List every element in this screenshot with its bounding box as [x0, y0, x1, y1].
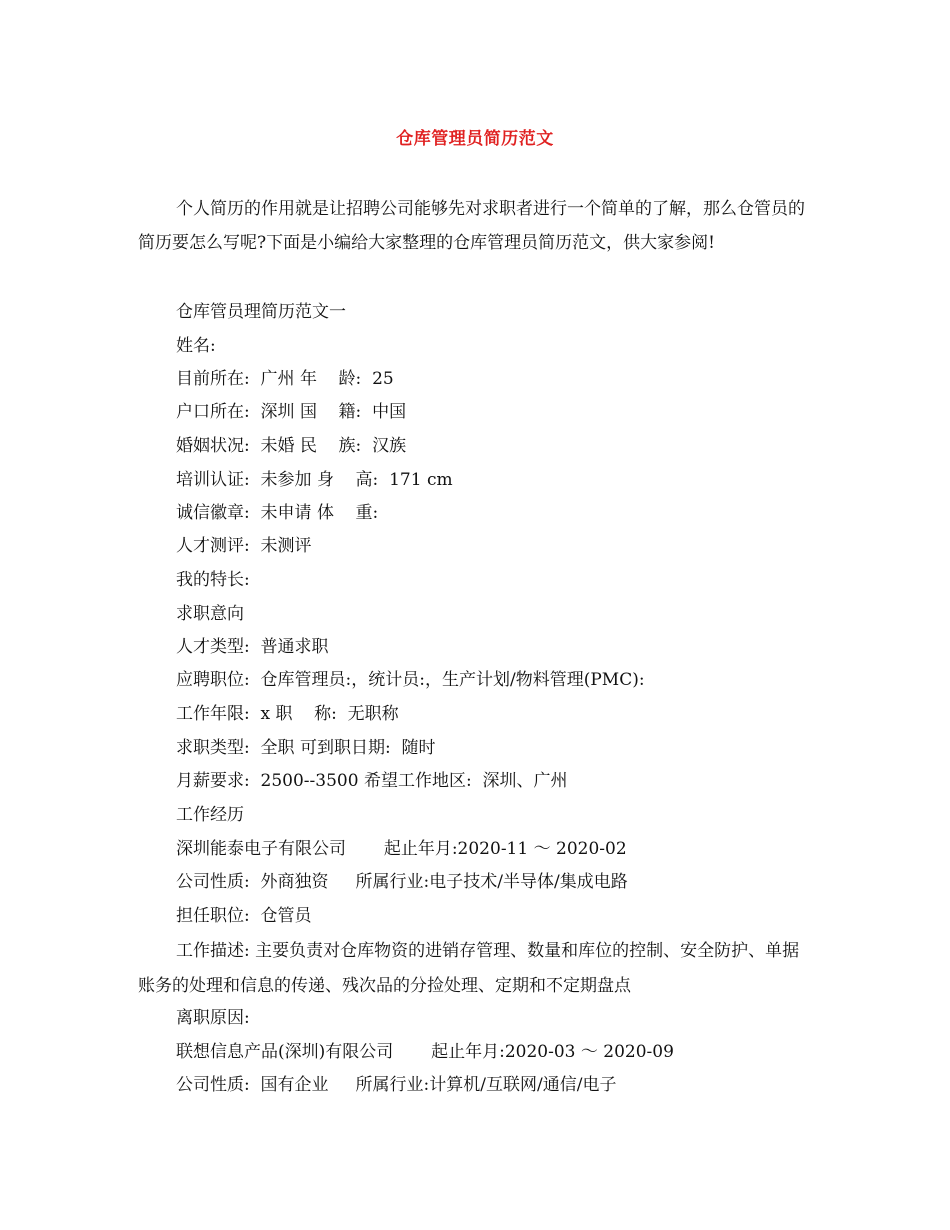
- intro-paragraph: 个人简历的作用就是让招聘公司能够先对求职者进行一个简单的了解，那么仓管员的简历要怎么写呢?下面是小编给大家整理的仓库管理员简历范文，供大家参阅!: [138, 199, 805, 253]
- job-1-nature: 公司性质: 外商独资 所属行业:电子技术/半导体/集成电路: [176, 872, 628, 892]
- field-job-type: 求职类型: 全职 可到职日期: 随时: [176, 738, 436, 758]
- field-specialty: 我的特长:: [176, 570, 250, 590]
- field-position: 应聘职位: 仓库管理员:，统计员:，生产计划/物料管理(PMC):: [176, 670, 645, 690]
- document-title: 仓库管理员简历范文: [396, 129, 554, 149]
- resume-heading: 仓库管员理简历范文一: [176, 302, 346, 322]
- field-assessment: 人才测评: 未测评: [176, 536, 312, 556]
- field-talent-type: 人才类型: 普通求职: [176, 637, 329, 657]
- job-1-title: 担任职位: 仓管员: [176, 906, 312, 926]
- field-salary-area: 月薪要求: 2500--3500 希望工作地区: 深圳、广州: [176, 771, 568, 791]
- field-name: 姓名:: [176, 336, 216, 356]
- job-1-description: 工作描述: 主要负责对仓库物资的进销存管理、数量和库位的控制、安全防护、单据账务的处理和信息的传递、残次品的分捡处理、定期和不定期盘点: [138, 941, 800, 996]
- field-marital-ethnicity: 婚姻状况: 未婚 民 族: 汉族: [176, 436, 407, 456]
- job-1-leave-reason: 离职原因:: [176, 1008, 250, 1028]
- section-work-experience: 工作经历: [176, 805, 244, 825]
- field-training-height: 培训认证: 未参加 身 高: 171 cm: [176, 470, 453, 490]
- field-location-age: 目前所在: 广州 年 龄: 25: [176, 369, 394, 389]
- field-badge-weight: 诚信徽章: 未申请 体 重:: [176, 503, 379, 523]
- field-years-title: 工作年限: x 职 称: 无职称: [176, 704, 399, 724]
- job-2-company: 联想信息产品(深圳)有限公司 起止年月:2020-03 ～ 2020-09: [176, 1042, 674, 1062]
- job-2-nature: 公司性质: 国有企业 所属行业:计算机/互联网/通信/电子: [176, 1075, 617, 1095]
- section-job-intention: 求职意向: [176, 604, 244, 624]
- job-1-company: 深圳能泰电子有限公司 起止年月:2020-11 ～ 2020-02: [176, 839, 627, 859]
- field-hukou-nationality: 户口所在: 深圳 国 籍: 中国: [176, 402, 407, 422]
